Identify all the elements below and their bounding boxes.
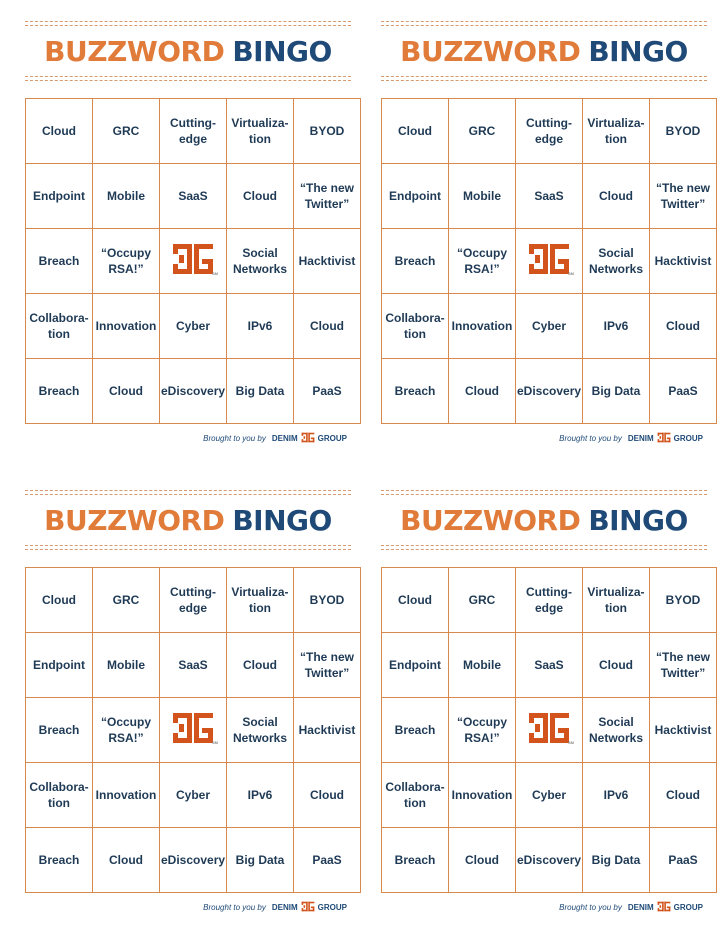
bingo-grid [381, 567, 717, 893]
bingo-cell[interactable]: Cyber [516, 294, 583, 359]
bingo-cell[interactable]: Virtualiza-tion [227, 568, 294, 633]
title-bingo: BINGO [232, 34, 332, 68]
bingo-cell[interactable]: IPv6 [583, 763, 650, 828]
card-bottom-left [25, 490, 356, 914]
bingo-cell[interactable]: Cloud [93, 359, 160, 424]
bingo-cell[interactable]: Cyber [516, 763, 583, 828]
bingo-cell[interactable]: Big Data [583, 828, 650, 893]
bingo-cell[interactable]: SaaS [160, 633, 227, 698]
bingo-cell[interactable]: BYOD [650, 568, 717, 633]
bingo-cell[interactable]: Endpoint [26, 164, 93, 229]
svg-text:SM: SM [212, 271, 218, 276]
denim-group-logo-icon [171, 242, 218, 280]
card-top-right [381, 21, 712, 445]
bingo-cell[interactable]: “Occupy RSA!” [449, 698, 516, 763]
bingo-cell[interactable]: Cutting-edge [516, 99, 583, 164]
free-space-logo[interactable] [516, 698, 583, 763]
bingo-cell[interactable]: BYOD [650, 99, 717, 164]
bingo-row [26, 359, 361, 424]
dashed-divider [25, 549, 351, 550]
bingo-cell[interactable]: SaaS [516, 164, 583, 229]
bingo-cell[interactable]: Cloud [650, 294, 717, 359]
bingo-cell[interactable]: IPv6 [227, 294, 294, 359]
bingo-cell[interactable]: Cloud [93, 828, 160, 893]
bingo-row [382, 229, 717, 294]
bingo-cell[interactable]: Cloud [449, 828, 516, 893]
bingo-cell[interactable]: Breach [26, 229, 93, 294]
bingo-cell[interactable]: “The new Twitter” [294, 633, 361, 698]
card-title [381, 495, 707, 545]
bingo-cell[interactable]: Social Networks [583, 229, 650, 294]
bingo-row [26, 633, 361, 698]
dashed-divider [381, 490, 707, 491]
bingo-cell[interactable]: Mobile [449, 164, 516, 229]
denim-group-small-logo-icon [301, 901, 315, 914]
dashed-divider [381, 21, 707, 22]
bingo-cell[interactable]: Endpoint [382, 164, 449, 229]
brand-denim: DENIM [271, 434, 298, 443]
bingo-row [382, 763, 717, 828]
dashed-divider [25, 80, 351, 81]
brand-group: GROUP [673, 434, 703, 443]
bingo-cell[interactable]: Collabora-tion [26, 763, 93, 828]
bingo-cell[interactable]: Hacktivist [294, 698, 361, 763]
bingo-row [26, 229, 361, 294]
bingo-cell[interactable]: “The new Twitter” [650, 633, 717, 698]
brought-to-you-by: Brought to you by [203, 434, 266, 443]
bingo-cell[interactable]: Breach [26, 698, 93, 763]
brought-to-you-by: Brought to you by [559, 434, 622, 443]
bingo-cell[interactable]: Cloud [650, 763, 717, 828]
bingo-cell[interactable]: BYOD [294, 99, 361, 164]
free-space-logo[interactable] [160, 229, 227, 294]
dashed-divider [25, 76, 351, 77]
bingo-row [382, 99, 717, 164]
dashed-divider [381, 80, 707, 81]
bingo-cell[interactable]: PaaS [294, 828, 361, 893]
bingo-cell[interactable]: Breach [382, 828, 449, 893]
card-bottom-right [381, 490, 712, 914]
bingo-cell[interactable]: Cloud [583, 633, 650, 698]
bingo-row [382, 633, 717, 698]
bingo-cell[interactable]: Cloud [227, 633, 294, 698]
bingo-cell[interactable]: Social Networks [583, 698, 650, 763]
bingo-cell[interactable]: Cloud [382, 99, 449, 164]
bingo-cell[interactable]: Collabora-tion [26, 294, 93, 359]
denim-group-small-logo-icon [657, 432, 671, 445]
bingo-row [26, 99, 361, 164]
bingo-cell[interactable]: Collabora-tion [382, 763, 449, 828]
title-bingo: BINGO [232, 503, 332, 537]
bingo-cell[interactable]: PaaS [294, 359, 361, 424]
bingo-cell[interactable]: eDiscovery [160, 359, 227, 424]
bingo-cell[interactable]: Endpoint [26, 633, 93, 698]
bingo-cell[interactable]: Collabora-tion [382, 294, 449, 359]
svg-text:SM: SM [568, 740, 574, 745]
bingo-cell[interactable]: BYOD [294, 568, 361, 633]
bingo-row [26, 568, 361, 633]
bingo-cell[interactable]: Virtualiza-tion [227, 99, 294, 164]
denim-group-small-logo-icon [301, 432, 315, 445]
bingo-cell[interactable]: Social Networks [227, 229, 294, 294]
bingo-cell[interactable]: Social Networks [227, 698, 294, 763]
card-footer [25, 432, 347, 445]
dashed-divider [25, 490, 351, 491]
bingo-cell[interactable]: Cloud [449, 359, 516, 424]
bingo-cell[interactable]: PaaS [650, 359, 717, 424]
svg-text:SM: SM [568, 271, 574, 276]
bingo-cell[interactable]: IPv6 [583, 294, 650, 359]
bingo-cell[interactable]: eDiscovery [516, 359, 583, 424]
denim-group-logo-icon [171, 711, 218, 749]
bingo-cell[interactable]: Innovation [449, 763, 516, 828]
bingo-cell[interactable]: “Occupy RSA!” [449, 229, 516, 294]
bingo-grid [381, 98, 717, 424]
bingo-cell[interactable]: Cloud [294, 763, 361, 828]
bingo-cell[interactable]: Breach [26, 828, 93, 893]
bingo-cell[interactable]: Breach [26, 359, 93, 424]
bingo-row [382, 698, 717, 763]
dashed-divider [25, 21, 351, 22]
bingo-row [382, 164, 717, 229]
denim-group-small-logo-icon [657, 901, 671, 914]
bingo-cell[interactable]: Cloud [26, 568, 93, 633]
brand-denim: DENIM [627, 903, 654, 912]
svg-text:SM: SM [212, 740, 218, 745]
card-top-left [25, 21, 356, 445]
title-buzzword: BUZZWORD [400, 503, 581, 537]
bingo-cell[interactable]: Innovation [93, 294, 160, 359]
bingo-row [26, 828, 361, 893]
bingo-cell[interactable]: Endpoint [382, 633, 449, 698]
bingo-cell[interactable]: Cyber [160, 294, 227, 359]
bingo-row [382, 828, 717, 893]
bingo-cell[interactable]: GRC [93, 99, 160, 164]
bingo-cell[interactable]: Cutting-edge [160, 568, 227, 633]
bingo-row [382, 294, 717, 359]
bingo-cell[interactable]: Hacktivist [294, 229, 361, 294]
denim-group-logo-icon [527, 242, 574, 280]
bingo-cell[interactable]: GRC [93, 568, 160, 633]
bingo-cell[interactable]: Cutting-edge [160, 99, 227, 164]
dashed-divider [25, 545, 351, 546]
brand-group: GROUP [317, 903, 347, 912]
card-footer [25, 901, 347, 914]
bingo-cell[interactable]: Cloud [583, 164, 650, 229]
bingo-cell[interactable]: Cloud [227, 164, 294, 229]
title-bingo: BINGO [588, 503, 688, 537]
brought-to-you-by: Brought to you by [559, 903, 622, 912]
title-buzzword: BUZZWORD [400, 34, 581, 68]
dashed-divider [381, 76, 707, 77]
denim-group-logo-icon [527, 711, 574, 749]
bingo-row [26, 164, 361, 229]
title-buzzword: BUZZWORD [44, 34, 225, 68]
card-footer [381, 901, 703, 914]
bingo-cell[interactable]: Virtualiza-tion [583, 568, 650, 633]
title-buzzword: BUZZWORD [44, 503, 225, 537]
brand-denim: DENIM [271, 903, 298, 912]
dashed-divider [381, 545, 707, 546]
bingo-cell[interactable]: “The new Twitter” [294, 164, 361, 229]
bingo-cell[interactable]: SaaS [516, 633, 583, 698]
bingo-cell[interactable]: Innovation [449, 294, 516, 359]
brand-group: GROUP [317, 434, 347, 443]
card-title [25, 26, 351, 76]
title-bingo: BINGO [588, 34, 688, 68]
bingo-cell[interactable]: Mobile [93, 633, 160, 698]
bingo-cell[interactable]: Breach [382, 359, 449, 424]
bingo-cell[interactable]: SaaS [160, 164, 227, 229]
bingo-cell[interactable]: “Occupy RSA!” [93, 698, 160, 763]
bingo-cell[interactable]: Innovation [93, 763, 160, 828]
bingo-grid [25, 567, 361, 893]
bingo-cell[interactable]: Mobile [93, 164, 160, 229]
bingo-row [26, 294, 361, 359]
bingo-cell[interactable]: PaaS [650, 828, 717, 893]
bingo-cell[interactable]: Cyber [160, 763, 227, 828]
bingo-cell[interactable]: IPv6 [227, 763, 294, 828]
card-title [381, 26, 707, 76]
bingo-cell[interactable]: Cloud [294, 294, 361, 359]
bingo-row [382, 568, 717, 633]
bingo-cell[interactable]: Big Data [583, 359, 650, 424]
free-space-logo[interactable] [516, 229, 583, 294]
bingo-cell[interactable]: eDiscovery [160, 828, 227, 893]
bingo-cell[interactable]: eDiscovery [516, 828, 583, 893]
brought-to-you-by: Brought to you by [203, 903, 266, 912]
dashed-divider [381, 549, 707, 550]
bingo-cell[interactable]: Mobile [449, 633, 516, 698]
bingo-cell[interactable]: “Occupy RSA!” [93, 229, 160, 294]
bingo-row [382, 359, 717, 424]
bingo-cell[interactable]: Big Data [227, 828, 294, 893]
bingo-grid [25, 98, 361, 424]
bingo-cell[interactable]: GRC [449, 568, 516, 633]
bingo-cell[interactable]: Cloud [382, 568, 449, 633]
free-space-logo[interactable] [160, 698, 227, 763]
card-footer [381, 432, 703, 445]
bingo-cell[interactable]: “The new Twitter” [650, 164, 717, 229]
bingo-row [26, 763, 361, 828]
bingo-cell[interactable]: Breach [382, 229, 449, 294]
card-title [25, 495, 351, 545]
bingo-cell[interactable]: Big Data [227, 359, 294, 424]
bingo-cell[interactable]: Hacktivist [650, 229, 717, 294]
bingo-row [26, 698, 361, 763]
bingo-cell[interactable]: Cloud [26, 99, 93, 164]
bingo-cell[interactable]: Virtualiza-tion [583, 99, 650, 164]
bingo-cell[interactable]: Hacktivist [650, 698, 717, 763]
brand-denim: DENIM [627, 434, 654, 443]
bingo-cell[interactable]: Cutting-edge [516, 568, 583, 633]
brand-group: GROUP [673, 903, 703, 912]
bingo-cell[interactable]: Breach [382, 698, 449, 763]
bingo-cell[interactable]: GRC [449, 99, 516, 164]
